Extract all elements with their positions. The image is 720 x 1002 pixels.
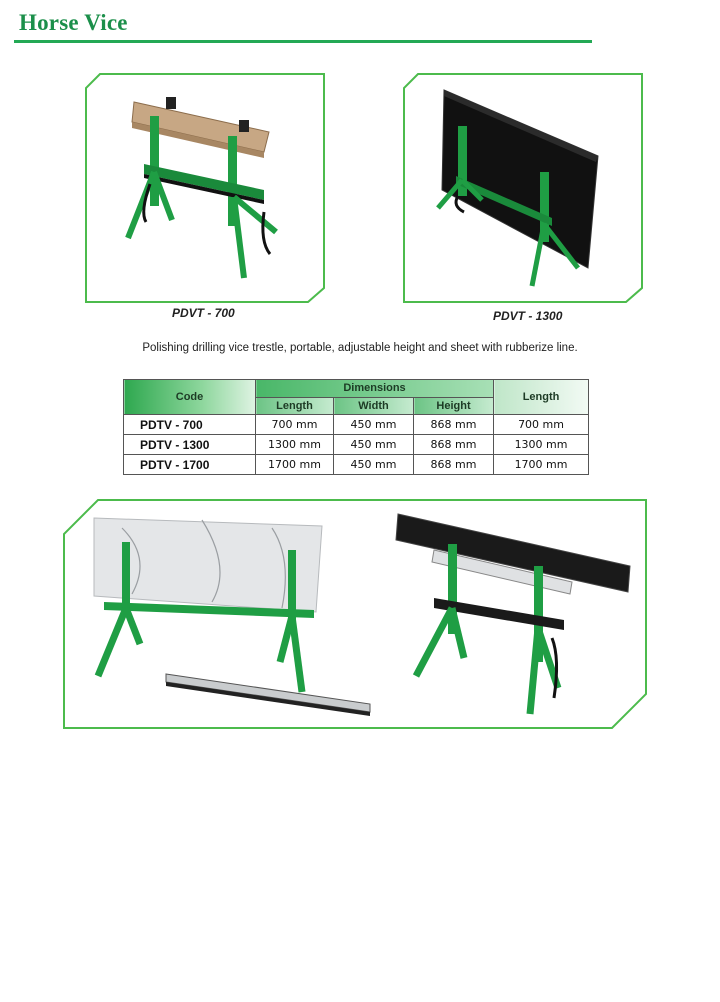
product-description: Polishing drilling vice trestle, portable, adjustable height and sheet with rubberize line. <box>142 342 578 354</box>
table-row <box>124 435 589 455</box>
page-title: Horse Vice <box>19 10 128 35</box>
cell-length: 1700 mm <box>256 455 334 475</box>
cell-total-length: 1700 mm <box>494 455 589 475</box>
cell-height: 868 mm <box>414 415 494 435</box>
table-row <box>124 455 589 475</box>
dimensions-table <box>123 379 589 475</box>
cell-width: 450 mm <box>334 455 414 475</box>
caption-pdvt-1300: PDVT - 1300 <box>493 309 563 323</box>
cell-total-length: 1300 mm <box>494 435 589 455</box>
cell-code: PDTV - 1300 <box>124 435 256 455</box>
cell-height: 868 mm <box>414 455 494 475</box>
cell-total-length: 700 mm <box>494 415 589 435</box>
photo-frame-pdvt-700 <box>84 72 326 304</box>
cell-length: 700 mm <box>256 415 334 435</box>
table-row <box>124 415 589 435</box>
header-sub-height: Height <box>414 397 494 415</box>
cell-code: PDTV - 700 <box>124 415 256 435</box>
title-divider <box>14 40 592 43</box>
cell-width: 450 mm <box>334 415 414 435</box>
cell-height: 868 mm <box>414 435 494 455</box>
header-sub-width: Width <box>334 397 414 415</box>
caption-pdvt-700: PDVT - 700 <box>172 306 235 320</box>
cell-width: 450 mm <box>334 435 414 455</box>
cell-length: 1300 mm <box>256 435 334 455</box>
header-code: Code <box>124 380 256 415</box>
header-sub-length: Length <box>256 397 334 415</box>
photo-frame-pdvt-1300 <box>402 72 644 304</box>
photo-frame-usage <box>62 498 648 730</box>
header-length: Length <box>494 380 589 415</box>
cell-code: PDTV - 1700 <box>124 455 256 475</box>
header-dimensions: Dimensions <box>256 380 494 398</box>
